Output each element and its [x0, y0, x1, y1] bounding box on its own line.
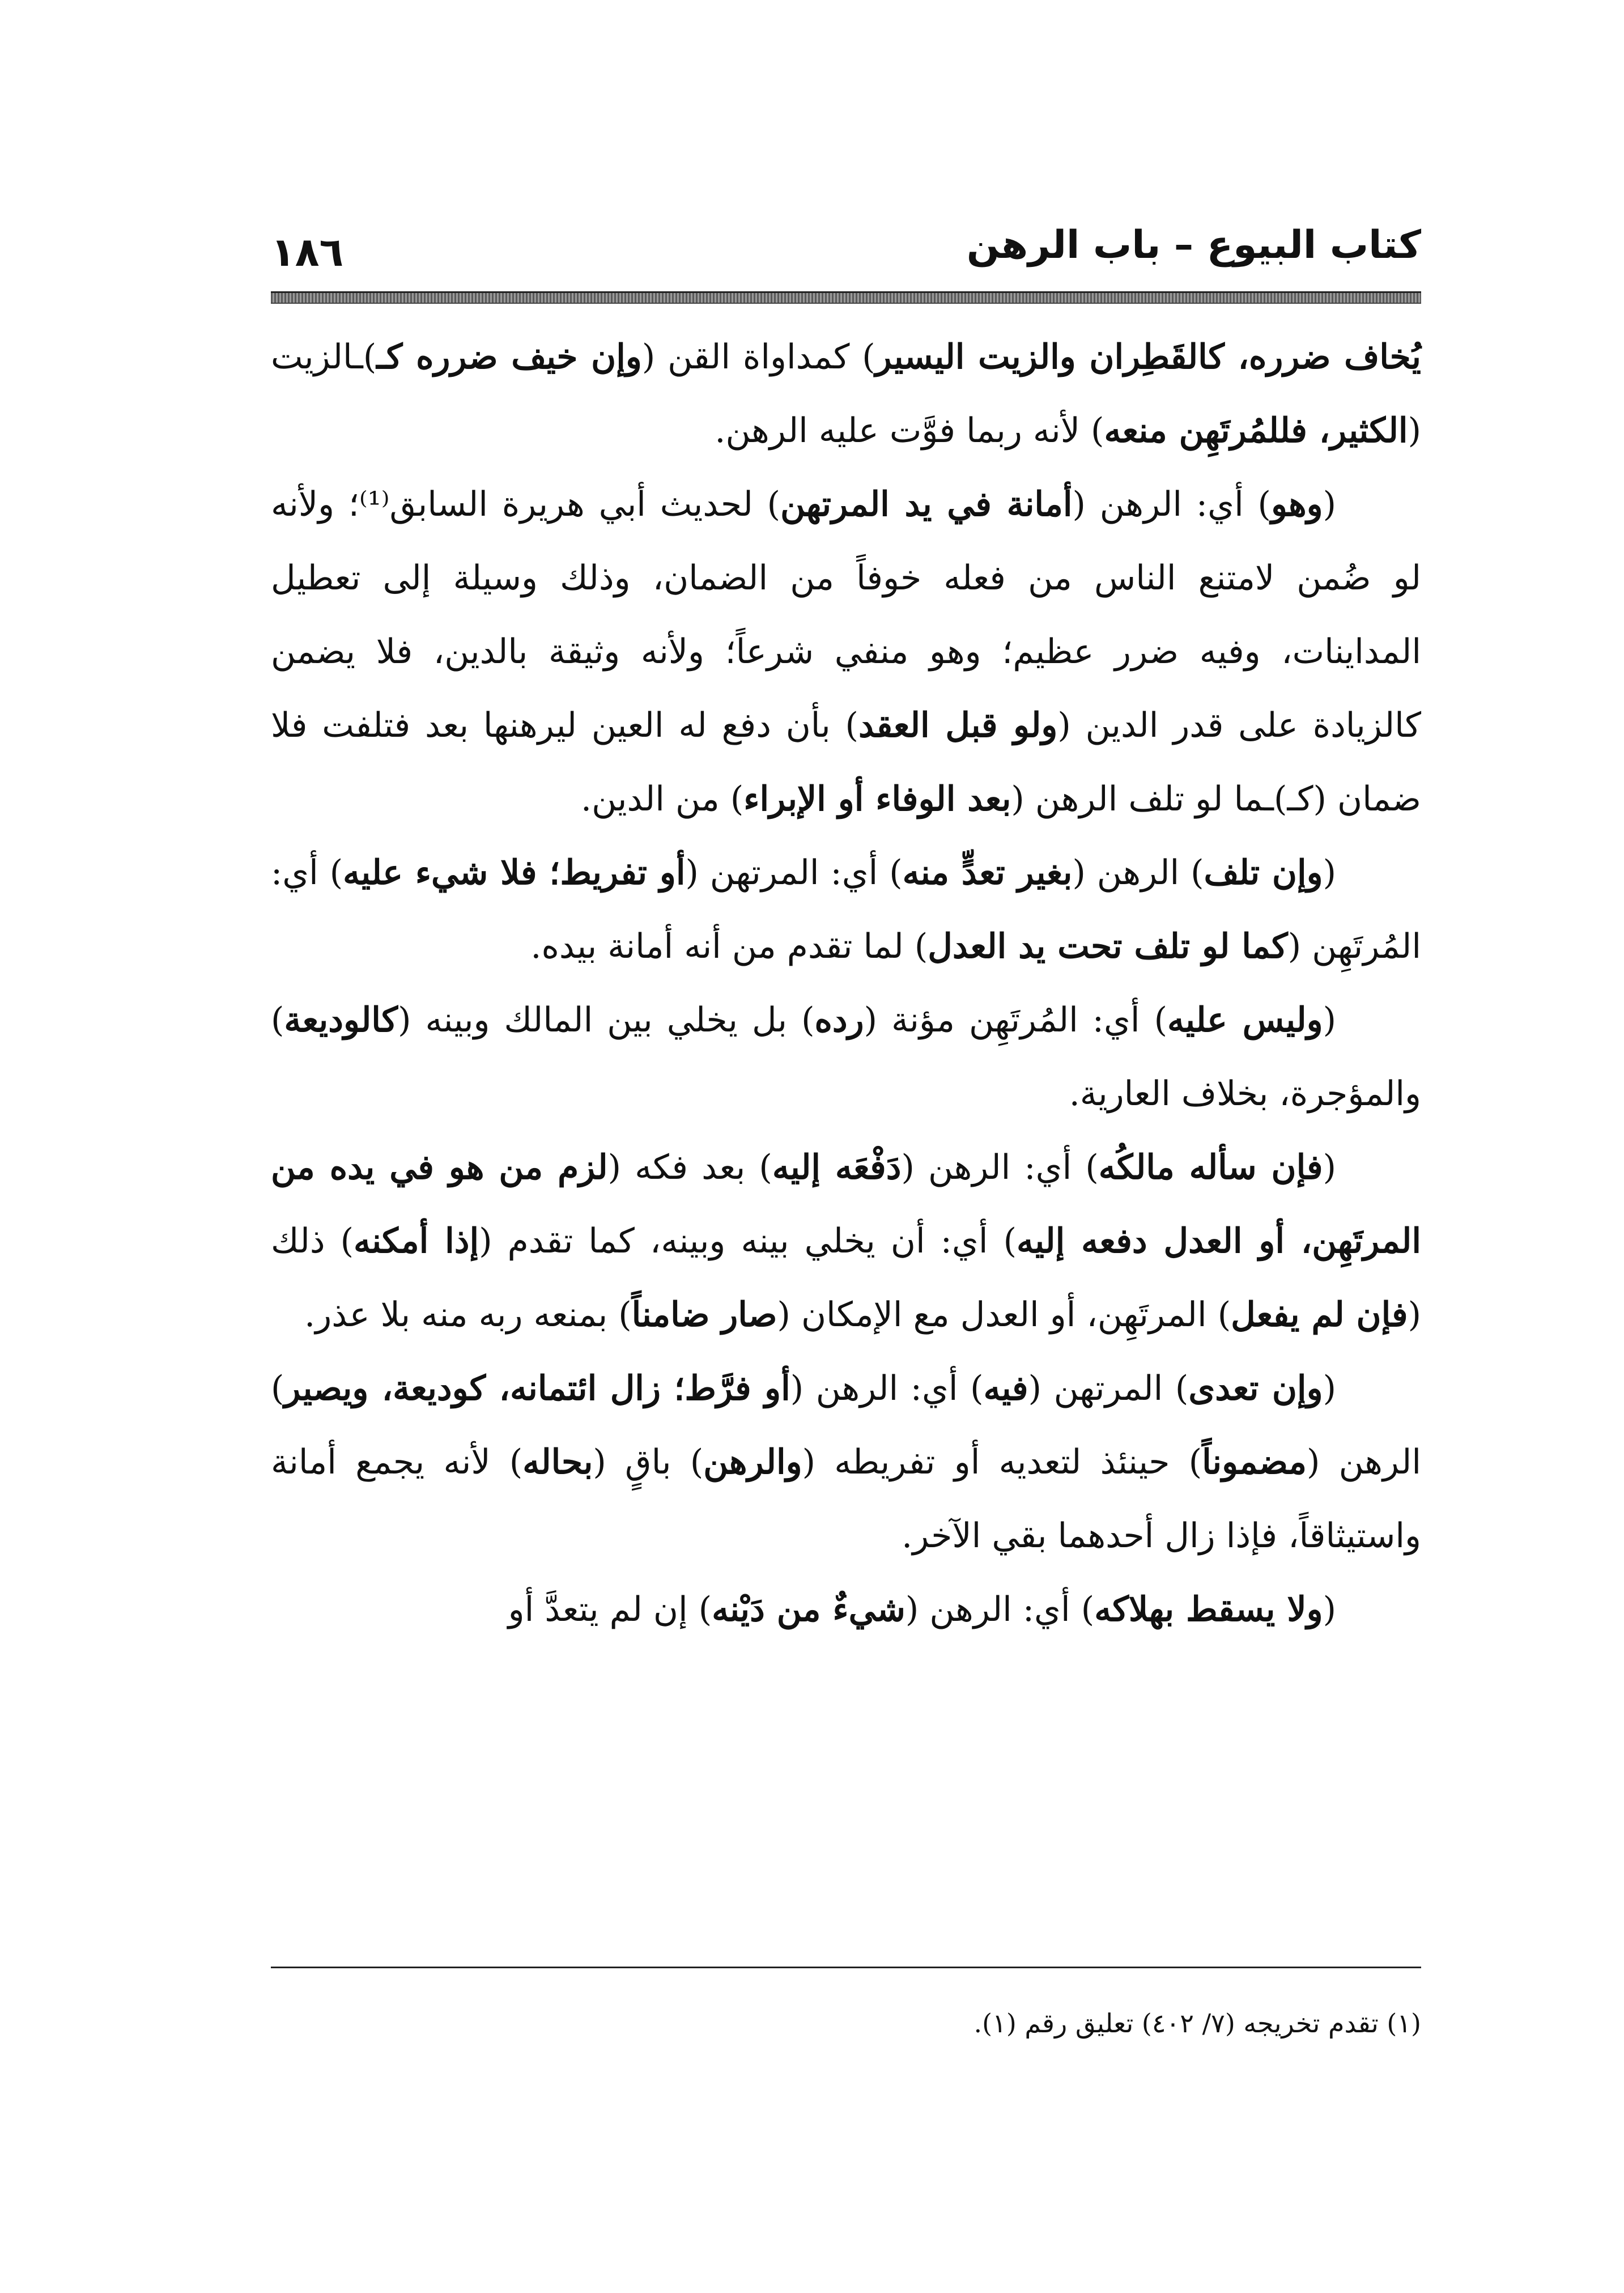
commentary-text: ) الرهن ( [271, 1369, 1421, 1482]
commentary-text: ( [1323, 1369, 1336, 1408]
commentary-text: ) لأنه يجمع أمانة واستيثاقاً، فإذا زال أحدهما بقي الآخر. [271, 1442, 1421, 1556]
bold-matn-text: بحاله [522, 1442, 593, 1482]
commentary-text: ) بل يخلي بين المالك وبينه ( [398, 1000, 815, 1040]
bold-matn-text: ولو قبل العقد [858, 706, 1058, 745]
bold-matn-text: فيه [983, 1369, 1028, 1408]
paragraph [271, 983, 1421, 1131]
footnote-ref: ⁽¹⁾ [359, 485, 390, 524]
bold-matn-text: والرهن [703, 1442, 802, 1482]
commentary-text: ) والمؤجرة، بخلاف العارية. [271, 1000, 1421, 1114]
commentary-text: ) أي: الرهن ( [905, 1590, 1095, 1629]
footnote-rule [271, 1967, 1421, 1968]
footnote: (١) تقدم تخريجه (٧/ ٤٠٢) تعليق رقم (١). [973, 2008, 1421, 2039]
commentary-text: ) أي: المرتهن ( [685, 853, 903, 893]
paragraph [271, 1131, 1421, 1352]
bold-matn-text: كما لو تلف تحت يد العدل [928, 927, 1288, 966]
paragraph [271, 1352, 1421, 1573]
commentary-text: ) المرتهن ( [1028, 1369, 1189, 1408]
commentary-text: ( [1323, 853, 1337, 893]
bold-matn-text: بعد الوفاء أو الإبراء [743, 779, 1011, 819]
commentary-text: ( [1323, 1590, 1336, 1629]
bold-matn-text: وهو [1270, 485, 1323, 524]
header-rule [271, 291, 1421, 304]
paragraph [271, 320, 1421, 468]
commentary-text: ) أي: المُرتَهِن مؤنة ( [864, 1000, 1167, 1040]
commentary-text: ( [1323, 1000, 1336, 1040]
bold-matn-text: بغير تعدٍّ منه [902, 853, 1073, 893]
commentary-text: ) الرهن ( [1072, 853, 1204, 893]
commentary-text: ) أي: الرهن ( [790, 1369, 984, 1408]
commentary-text: ) أي: أن يخلي بينه وبينه، كما تقدم ( [479, 1221, 1017, 1261]
bold-matn-text: لزم من هو في يده من المرتَهِن، أو العدل دفعه إليه [271, 1148, 1422, 1261]
bold-matn-text: يُخاف ضرره، كالقَطِران والزيت اليسير [875, 337, 1421, 377]
commentary-text: ) من الدين. [581, 779, 744, 819]
commentary-text: ) لأنه ربما فوَّت عليه الرهن. [715, 411, 1104, 451]
bold-matn-text: أمانة في يد المرتهن [780, 485, 1073, 524]
commentary-text: ) باقٍ ( [593, 1442, 704, 1482]
commentary-text: ) المرتَهِن، أو العدل مع الإمكان ( [777, 1295, 1231, 1335]
commentary-text: ) ذلك ( [271, 1221, 1421, 1335]
commentary-text: ) أي: المُرتَهِن ( [271, 853, 1421, 966]
commentary-text: ؛ ولأنه لو ضُمن لامتنع الناس من فعله خوفاً من الضمان، وذلك وسيلة إلى تعطيل المداينات، وفيه ضرر عظيم؛ وهو منفي شرعاً؛ ولأنه وثيقة بالدين، فلا يضمن كالزيادة على قدر الدين ( [271, 485, 1422, 745]
bold-matn-text: شيءٌ من دَيْنه [712, 1590, 905, 1629]
commentary-text: )ـالزيت ( [271, 337, 1421, 451]
bold-matn-text: دَفْعَه إليه [772, 1148, 902, 1187]
bold-matn-text: رده [814, 1000, 864, 1040]
bold-matn-text: صار ضامناً [631, 1295, 777, 1335]
bold-matn-text: وليس عليه [1167, 1000, 1323, 1040]
bold-matn-text: وإن تلف [1204, 853, 1323, 893]
commentary-text: ) إن لم يتعدَّ أو [508, 1590, 712, 1629]
running-header [271, 204, 1421, 289]
bold-matn-text: الكثير، فللمُرتَهِن منعه [1104, 411, 1408, 451]
bold-matn-text: أو تفريط؛ فلا شيء عليه [343, 853, 686, 893]
page-number: ١٨٦ [271, 229, 344, 275]
commentary-text: ) أي: الرهن ( [901, 1148, 1099, 1187]
bold-matn-text: مضموناً [1202, 1442, 1307, 1482]
bold-matn-text: وإن خيف ضرره كـ [376, 337, 642, 377]
commentary-text: ) أي: الرهن ( [1072, 485, 1271, 524]
bold-matn-text: أو فرَّط؛ زال ائتمانه، كوديعة، ويصير [284, 1369, 790, 1408]
bold-matn-text: وإن تعدى [1188, 1369, 1323, 1408]
bold-matn-text: فإن لم يفعل [1231, 1295, 1408, 1335]
commentary-text: ) لحديث أبي هريرة السابق [389, 485, 781, 524]
paragraph [271, 468, 1421, 836]
commentary-text: ) بأن دفع له العين ليرهنها بعد فتلفت فلا ضمان (كـ)ـما لو تلف الرهن ( [271, 706, 1421, 819]
header-title: كتاب البيوع – باب الرهن [966, 223, 1421, 267]
commentary-text: ) بمنعه ربه منه بلا عذر. [304, 1295, 632, 1335]
commentary-text: ) بعد فكه ( [607, 1148, 772, 1187]
paragraph [271, 1573, 1421, 1646]
commentary-text: ) كمداواة القن ( [641, 337, 875, 377]
commentary-text: ( [1323, 485, 1336, 524]
body-text [271, 320, 1421, 1646]
bold-matn-text: إذا أمكنه [354, 1221, 479, 1261]
bold-matn-text: كالوديعة [284, 1000, 398, 1040]
commentary-text: ( [1323, 1148, 1337, 1187]
paragraph [271, 836, 1421, 983]
commentary-text: ) حينئذ لتعديه أو تفريطه ( [802, 1442, 1202, 1482]
commentary-text: ) لما تقدم من أنه أمانة بيده. [530, 927, 928, 966]
bold-matn-text: ولا يسقط بهلاكه [1094, 1590, 1323, 1629]
bold-matn-text: فإن سأله مالكُه [1098, 1148, 1323, 1187]
